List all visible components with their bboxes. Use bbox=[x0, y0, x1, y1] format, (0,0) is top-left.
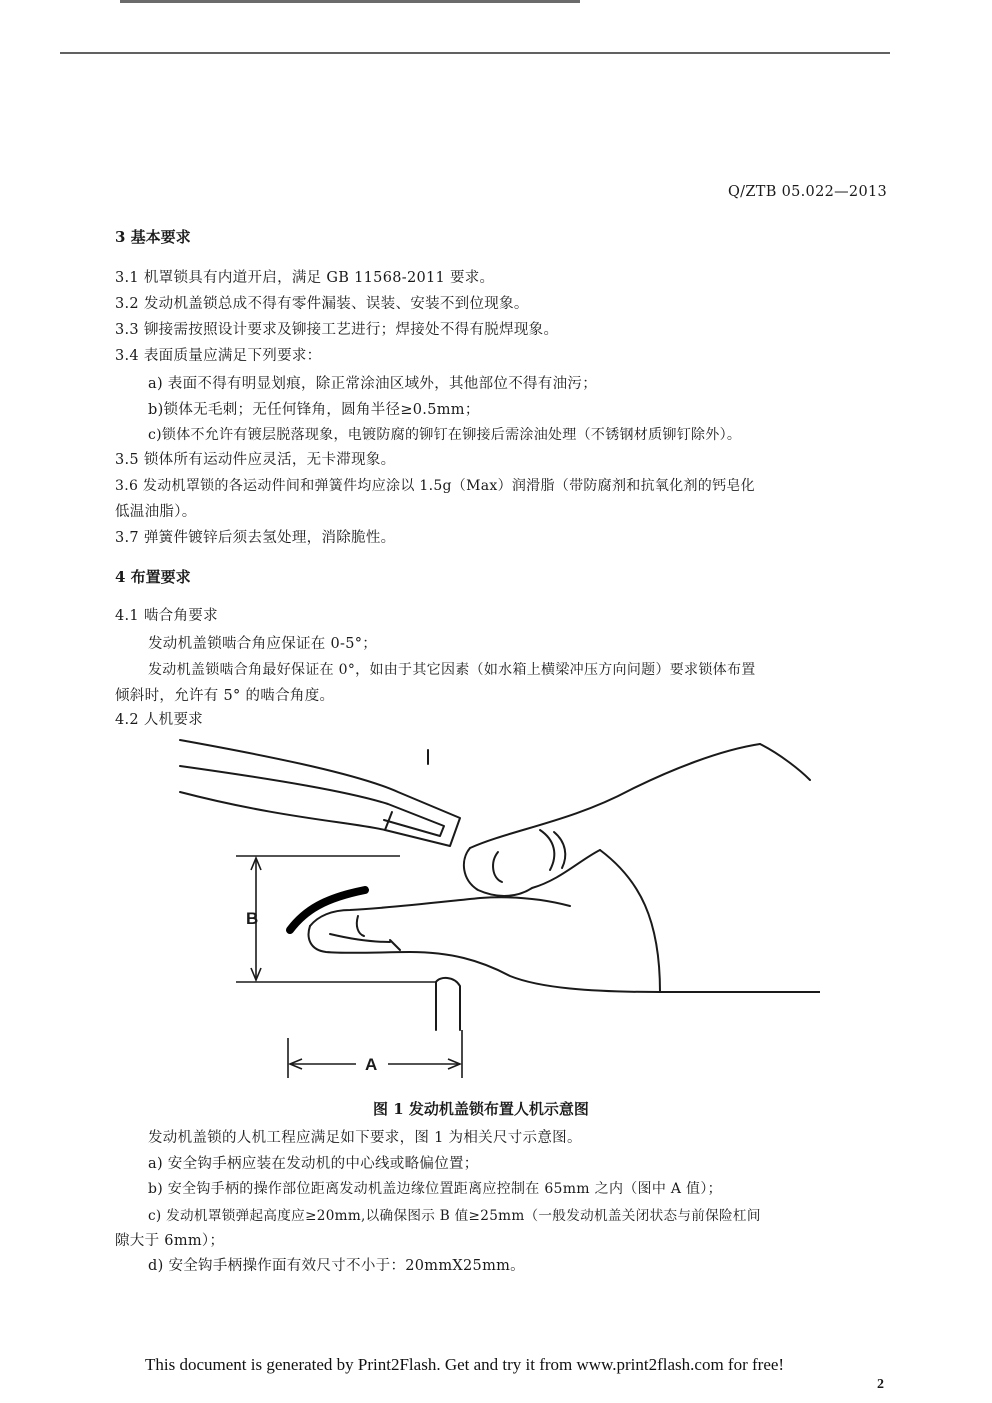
clause-3-5: 3.5 锁体所有运动件应灵活，无卡滞现象。 bbox=[115, 452, 396, 468]
clause-3-6-line1: 3.6 发动机罩锁的各运动件间和弹簧件均应涂以 1.5g（Max）润滑脂（带防腐剂和抗氧化剂的钙皂化 bbox=[115, 478, 755, 494]
clause-3-7: 3.7 弹簧件镀锌后须去氢处理，消除脆性。 bbox=[115, 530, 396, 546]
hood-lock-ergonomics-figure bbox=[160, 730, 820, 1090]
hand-outline bbox=[760, 744, 810, 780]
dimension-label-a: A bbox=[365, 1055, 378, 1074]
clause-3-4-b: b)锁体无毛刺；无任何锋角，圆角半径≥0.5mm； bbox=[148, 402, 480, 418]
finger-outline bbox=[310, 897, 570, 926]
clause-3-2: 3.2 发动机盖锁总成不得有零件漏装、误装、安装不到位现象。 bbox=[115, 296, 529, 312]
clause-3-3: 3.3 铆接需按照设计要求及铆接工艺进行；焊接处不得有脱焊现象。 bbox=[115, 322, 559, 338]
ergonomics-item-c-line2: 隙大于 6mm）； bbox=[115, 1233, 225, 1249]
ergonomics-item-a: a) 安全钩手柄应装在发动机的中心线或略偏位置； bbox=[148, 1156, 479, 1172]
clause-4-1-p1: 发动机盖锁啮合角应保证在 0-5°； bbox=[148, 636, 378, 652]
print2flash-notice: This document is generated by Print2Flash. Get and try it from www.print2flash.com for free! bbox=[145, 1355, 785, 1374]
document-code: Q/ZTB 05.022—2013 bbox=[728, 184, 888, 200]
thumb-outline bbox=[470, 744, 760, 848]
section-4-title: 4 布置要求 bbox=[115, 568, 191, 586]
clause-3-4: 3.4 表面质量应满足下列要求： bbox=[115, 348, 322, 364]
bumper-fragment bbox=[436, 978, 460, 1030]
clause-3-4-a: a) 表面不得有明显划痕，除正常涂油区域外，其他部位不得有油污； bbox=[148, 376, 598, 392]
clause-4-1-p2-line1: 发动机盖锁啮合角最好保证在 0°，如由于其它因素（如水箱上横梁冲压方向问题）要求锁体布置 bbox=[148, 662, 756, 678]
clause-3-6-line2: 低温油脂）。 bbox=[115, 504, 197, 520]
ergonomics-item-d: d) 安全钩手柄操作面有效尺寸不小于：20mmX25mm。 bbox=[148, 1258, 525, 1274]
dimension-label-b: B bbox=[246, 909, 259, 928]
clause-4-1: 4.1 啮合角要求 bbox=[115, 608, 218, 624]
ergonomics-item-c-line1: c) 发动机罩锁弹起高度应≥20mm,以确保图示 B 值≥25mm（一般发动机盖关闭状态与前保险杠间 bbox=[148, 1208, 761, 1224]
page-number: 2 bbox=[877, 1377, 884, 1392]
clause-3-1: 3.1 机罩锁具有内道开启，满足 GB 11568-2011 要求。 bbox=[115, 270, 495, 286]
ergonomics-intro: 发动机盖锁的人机工程应满足如下要求，图 1 为相关尺寸示意图。 bbox=[148, 1130, 582, 1146]
scan-line-top bbox=[120, 0, 580, 3]
clause-4-2: 4.2 人机要求 bbox=[115, 712, 204, 728]
section-3-title: 3 基本要求 bbox=[115, 228, 191, 246]
clause-3-4-c: c)锁体不允许有镀层脱落现象，电镀防腐的铆钉在铆接后需涂油处理（不锈钢材质铆钉除外）。 bbox=[148, 427, 742, 443]
ergonomics-item-b: b) 安全钩手柄的操作部位距离发动机盖边缘位置距离应控制在 65mm 之内（图中 A 值）； bbox=[148, 1181, 722, 1197]
clause-4-1-p2-line2: 倾斜时，允许有 5° 的啮合角度。 bbox=[115, 688, 335, 704]
figure-caption: 图 1 发动机盖锁布置人机示意图 bbox=[373, 1100, 589, 1118]
scan-line-upper bbox=[60, 52, 890, 54]
